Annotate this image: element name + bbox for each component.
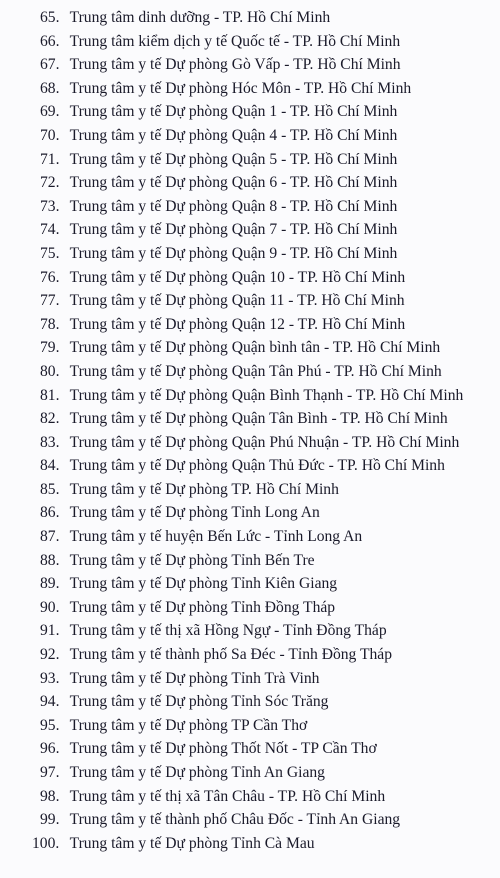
item-text: Trung tâm y tế Dự phòng Quận 12 - TP. Hồ Chí Minh [69, 315, 406, 333]
item-text: Trung tâm y tế Dự phòng Quận 7 - TP. Hồ Chí Minh [69, 221, 398, 239]
item-number: 87. [40, 528, 60, 546]
item-text: Trung tâm y tế Dự phòng Tỉnh Long An [69, 504, 320, 522]
item-number: 93. [40, 669, 60, 687]
list-item [0, 761, 500, 785]
item-number: 96. [40, 740, 60, 758]
item-text: Trung tâm y tế Dự phòng Tỉnh Đồng Tháp [69, 598, 336, 616]
item-text: Trung tâm y tế Dự phòng Quận Thủ Đức - TP. Hồ Chí Minh [69, 457, 445, 475]
list-item [0, 808, 500, 832]
item-text: Trung tâm y tế huyện Bến Lức - Tỉnh Long An [69, 528, 363, 546]
item-number: 99. [40, 811, 60, 829]
list-item [0, 336, 500, 360]
item-text: Trung tâm y tế Dự phòng Quận 1 - TP. Hồ Chí Minh [69, 103, 398, 121]
list-item [0, 6, 500, 30]
item-text: Trung tâm dinh dưỡng - TP. Hồ Chí Minh [69, 9, 331, 26]
list-item [0, 478, 500, 502]
list-item [0, 171, 500, 195]
list-item [0, 407, 500, 431]
item-number: 77. [40, 292, 60, 310]
list-item [0, 100, 500, 124]
item-number: 76. [40, 268, 60, 286]
item-number: 82. [40, 410, 60, 428]
list-item [0, 431, 500, 455]
item-text: Trung tâm y tế thị xã Hồng Ngự - Tỉnh Đồng Tháp [69, 622, 387, 640]
list-item [0, 501, 500, 525]
item-number: 81. [40, 386, 60, 404]
item-number: 98. [40, 787, 60, 805]
item-number: 78. [40, 315, 60, 333]
item-text: Trung tâm kiểm dịch y tế Quốc tế - TP. Hồ Chí Minh [69, 32, 401, 50]
item-text: Trung tâm y tế Dự phòng Tỉnh Bến Tre [69, 551, 315, 569]
item-number: 75. [40, 244, 60, 262]
item-number: 71. [40, 150, 60, 168]
list-item [0, 454, 500, 478]
item-text: Trung tâm y tế Dự phòng Quận Tân Bình - TP. Hồ Chí Minh [69, 410, 448, 428]
list-item [0, 124, 500, 148]
item-number: 65. [40, 9, 60, 26]
list-item [0, 242, 500, 266]
list-item [0, 667, 500, 691]
list-item [0, 785, 500, 809]
item-text: Trung tâm y tế Dự phòng Tỉnh Kiên Giang [69, 575, 338, 593]
item-number: 92. [40, 646, 60, 664]
item-text: Trung tâm y tế Dự phòng Thốt Nốt - TP Cần Thơ [69, 740, 377, 758]
item-number: 69. [40, 103, 60, 121]
list-item [0, 690, 500, 714]
item-text: Trung tâm y tế thành phố Sa Đéc - Tỉnh Đồng Tháp [69, 646, 393, 664]
item-text: Trung tâm y tế Dự phòng Quận 8 - TP. Hồ Chí Minh [69, 197, 398, 215]
item-text: Trung tâm y tế thị xã Tân Châu - TP. Hồ Chí Minh [69, 787, 386, 805]
list-item [0, 384, 500, 408]
list-item [0, 714, 500, 738]
item-number: 89. [40, 575, 60, 593]
item-number: 100. [32, 834, 60, 852]
item-text: Trung tâm y tế Dự phòng Tỉnh An Giang [69, 764, 325, 781]
list-item [0, 218, 500, 242]
list-item [0, 313, 500, 337]
item-text: Trung tâm y tế Dự phòng Tỉnh Cà Mau [69, 834, 315, 852]
list-item [0, 360, 500, 384]
item-number: 85. [40, 480, 60, 498]
item-number: 68. [40, 79, 60, 97]
item-text: Trung tâm y tế Dự phòng Quận 10 - TP. Hồ Chí Minh [69, 268, 406, 286]
item-text: Trung tâm y tế Dự phòng Tỉnh Sóc Trăng [69, 693, 329, 711]
item-text: Trung tâm y tế Dự phòng Quận Phú Nhuận - TP. Hồ Chí Minh [69, 433, 460, 451]
list-item [0, 53, 500, 77]
list-item [0, 549, 500, 573]
list-item [0, 596, 500, 620]
item-number: 74. [40, 221, 60, 239]
list-item [0, 525, 500, 549]
item-number: 95. [40, 716, 60, 734]
item-number: 84. [40, 457, 60, 475]
item-text: Trung tâm y tế Dự phòng Gò Vấp - TP. Hồ Chí Minh [69, 56, 401, 74]
item-number: 88. [40, 551, 60, 569]
list-item [0, 266, 500, 290]
item-text: Trung tâm y tế thành phố Châu Đốc - Tỉnh An Giang [69, 811, 401, 829]
item-text: Trung tâm y tế Dự phòng Hóc Môn - TP. Hồ Chí Minh [69, 79, 412, 97]
item-text: Trung tâm y tế Dự phòng Quận bình tân - TP. Hồ Chí Minh [69, 339, 441, 357]
item-text: Trung tâm y tế Dự phòng Quận 4 - TP. Hồ Chí Minh [69, 126, 398, 144]
item-number: 90. [40, 598, 60, 616]
list-item [0, 195, 500, 219]
item-text: Trung tâm y tế Dự phòng Quận Tân Phú - TP. Hồ Chí Minh [69, 362, 442, 380]
item-text: Trung tâm y tế Dự phòng TP Cần Thơ [69, 716, 308, 734]
list-item [0, 832, 500, 856]
item-number: 91. [40, 622, 60, 640]
item-number: 73. [40, 197, 60, 215]
list-item [0, 289, 500, 313]
item-number: 97. [40, 764, 60, 781]
item-number: 70. [40, 126, 60, 144]
item-number: 94. [40, 693, 60, 711]
item-text: Trung tâm y tế Dự phòng Quận 9 - TP. Hồ Chí Minh [69, 244, 398, 262]
item-number: 67. [40, 56, 60, 74]
item-text: Trung tâm y tế Dự phòng Quận Bình Thạnh - TP. Hồ Chí Minh [69, 386, 464, 404]
list-item [0, 30, 500, 54]
item-number: 72. [40, 174, 60, 192]
item-number: 80. [40, 362, 60, 380]
item-number: 83. [40, 433, 60, 451]
list-item [0, 619, 500, 643]
item-text: Trung tâm y tế Dự phòng Tỉnh Trà Vinh [69, 669, 320, 687]
item-number: 66. [40, 32, 60, 50]
item-text: Trung tâm y tế Dự phòng Quận 6 - TP. Hồ Chí Minh [69, 174, 398, 192]
list-item [0, 77, 500, 101]
list-item [0, 737, 500, 761]
list-item [0, 643, 500, 667]
item-number: 79. [40, 339, 60, 357]
item-text: Trung tâm y tế Dự phòng Quận 5 - TP. Hồ Chí Minh [69, 150, 398, 168]
item-text: Trung tâm y tế Dự phòng Quận 11 - TP. Hồ Chí Minh [69, 292, 405, 310]
item-text: Trung tâm y tế Dự phòng TP. Hồ Chí Minh [69, 480, 339, 498]
item-number: 86. [40, 504, 60, 522]
list-item [0, 148, 500, 172]
list-item [0, 572, 500, 596]
